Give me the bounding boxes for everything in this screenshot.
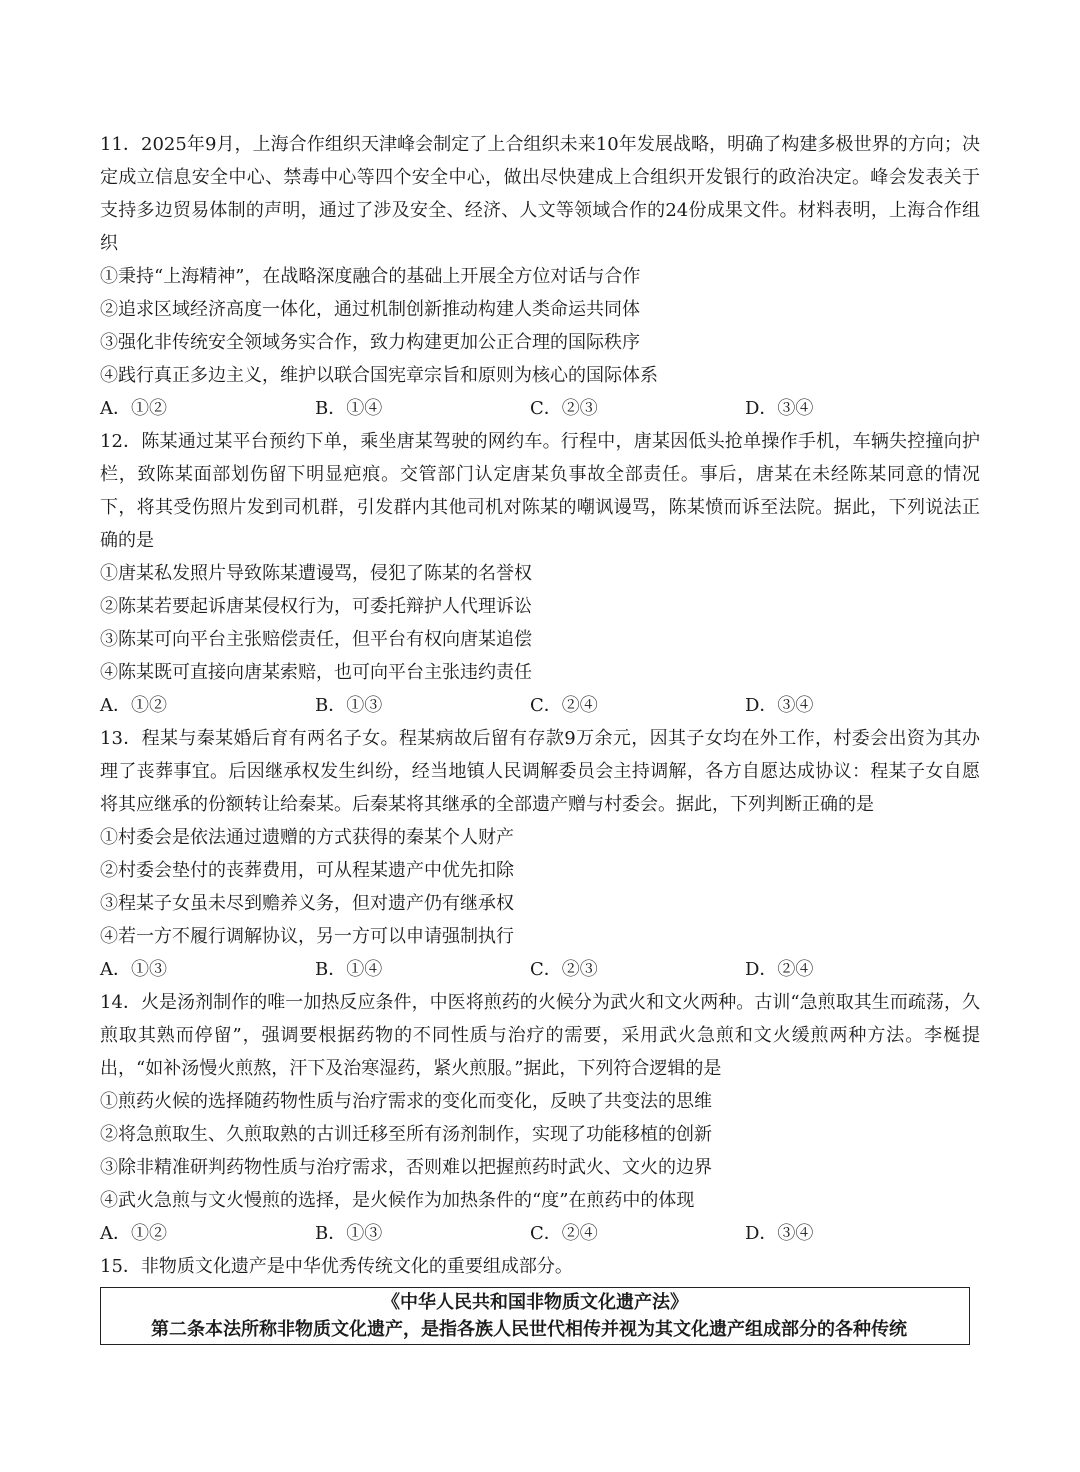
answer-choice-a[interactable]: A．①② xyxy=(100,695,167,716)
question-15 xyxy=(100,1250,980,1345)
statement-option: ③陈某可向平台主张赔偿责任，但平台有权向唐某追偿 xyxy=(100,629,532,650)
question-stem: 12．陈某通过某平台预约下单，乘坐唐某驾驶的网约车。行程中，唐某因低头抢单操作手机，车辆失控撞向护栏，致陈某面部划伤留下明显疤痕。交管部门认定唐某负事故全部责任。事后，唐某在未经陈某同意的情况下，将其受伤照片发到司机群，引发群内其他司机对陈某的嘲讽谩骂，陈某愤而诉至法院。据此，下列说法正确的是 xyxy=(100,431,980,551)
question-stem: 13．程某与秦某婚后育有两名子女。程某病故后留有存款9万余元，因其子女均在外工作，村委会出资为其办理了丧葬事宜。后因继承权发生纠纷，经当地镇人民调解委员会主持调解，各方自愿达成协议：程某子女自愿将其应继承的份额转让给秦某。后秦某将其继承的全部遗产赠与村委会。据此，下列判断正确的是 xyxy=(100,728,980,815)
statement-option: ①秉持“上海精神”，在战略深度融合的基础上开展全方位对话与合作 xyxy=(100,266,641,287)
answer-choice-b[interactable]: B．①④ xyxy=(315,959,383,980)
statement-option: ④武火急煎与文火慢煎的选择，是火候作为加热条件的“度”在煎药中的体现 xyxy=(100,1190,695,1211)
answer-choice-d[interactable]: D．③④ xyxy=(745,695,814,716)
exam-page xyxy=(100,128,980,1345)
answer-choices xyxy=(100,1217,980,1250)
answer-choice-c[interactable]: C．②③ xyxy=(530,959,598,980)
statement-option: ③程某子女虽未尽到赡养义务，但对遗产仍有继承权 xyxy=(100,893,514,914)
question-14 xyxy=(100,986,980,1250)
answer-choice-c[interactable]: C．②③ xyxy=(530,398,598,419)
law-excerpt-box xyxy=(100,1287,970,1345)
answer-choice-c[interactable]: C．②④ xyxy=(530,695,598,716)
answer-choice-b[interactable]: B．①③ xyxy=(315,1223,383,1244)
answer-choice-a[interactable]: A．①② xyxy=(100,398,167,419)
answer-choices xyxy=(100,953,980,986)
law-title: 《中华人民共和国非物质文化遗产法》 xyxy=(382,1292,688,1313)
statement-option: ②将急煎取生、久煎取熟的古训迁移至所有汤剂制作，实现了功能移植的创新 xyxy=(100,1124,712,1145)
answer-choices xyxy=(100,392,980,425)
answer-choice-d[interactable]: D．③④ xyxy=(745,398,814,419)
statement-option: ②村委会垫付的丧葬费用，可从程某遗产中优先扣除 xyxy=(100,860,514,881)
answer-choice-c[interactable]: C．②④ xyxy=(530,1223,598,1244)
statement-option: ④若一方不履行调解协议，另一方可以申请强制执行 xyxy=(100,926,514,947)
statement-option: ④践行真正多边主义，维护以联合国宪章宗旨和原则为核心的国际体系 xyxy=(100,365,658,386)
answer-choice-b[interactable]: B．①③ xyxy=(315,695,383,716)
answer-choice-a[interactable]: A．①③ xyxy=(100,959,167,980)
statement-option: ②追求区域经济高度一体化，通过机制创新推动构建人类命运共同体 xyxy=(100,299,640,320)
statement-option: ①煎药火候的选择随药物性质与治疗需求的变化而变化，反映了共变法的思维 xyxy=(100,1091,712,1112)
answer-choice-d[interactable]: D．③④ xyxy=(745,1223,814,1244)
answer-choice-a[interactable]: A．①② xyxy=(100,1223,167,1244)
statement-option: ①唐某私发照片导致陈某遭谩骂，侵犯了陈某的名誉权 xyxy=(100,563,532,584)
statement-option: ②陈某若要起诉唐某侵权行为，可委托辩护人代理诉讼 xyxy=(100,596,532,617)
question-stem: 11．2025年9月，上海合作组织天津峰会制定了上合组织未来10年发展战略，明确了构建多极世界的方向；决定成立信息安全中心、禁毒中心等四个安全中心，做出尽快建成上合组织开发银行的政治决定。峰会发表关于支持多边贸易体制的声明，通过了涉及安全、经济、人文等领域合作的24份成果文件。材料表明，上海合作组织 xyxy=(100,134,980,254)
law-article-text: 第二条本法所称非物质文化遗产，是指各族人民世代相传并视为其文化遗产组成部分的各种传统 xyxy=(151,1319,907,1340)
question-13 xyxy=(100,722,980,986)
question-12 xyxy=(100,425,980,722)
answer-choices xyxy=(100,689,980,722)
statement-option: ①村委会是依法通过遗赠的方式获得的秦某个人财产 xyxy=(100,827,514,848)
answer-choice-b[interactable]: B．①④ xyxy=(315,398,383,419)
statement-option: ④陈某既可直接向唐某索赔，也可向平台主张违约责任 xyxy=(100,662,532,683)
statement-option: ③除非精准研判药物性质与治疗需求，否则难以把握煎药时武火、文火的边界 xyxy=(100,1157,712,1178)
answer-choice-d[interactable]: D．②④ xyxy=(745,959,814,980)
question-stem: 15．非物质文化遗产是中华优秀传统文化的重要组成部分。 xyxy=(100,1256,573,1277)
statement-option: ③强化非传统安全领域务实合作，致力构建更加公正合理的国际秩序 xyxy=(100,332,640,353)
question-stem: 14．火是汤剂制作的唯一加热反应条件，中医将煎药的火候分为武火和文火两种。古训“急煎取其生而疏荡，久煎取其熟而停留”，强调要根据药物的不同性质与治疗的需要，采用武火急煎和文火缓煎两种方法。李梴提出，“如补汤慢火煎熬，汗下及治寒湿药，紧火煎服。”据此，下列符合逻辑的是 xyxy=(100,992,980,1079)
question-11 xyxy=(100,128,980,425)
